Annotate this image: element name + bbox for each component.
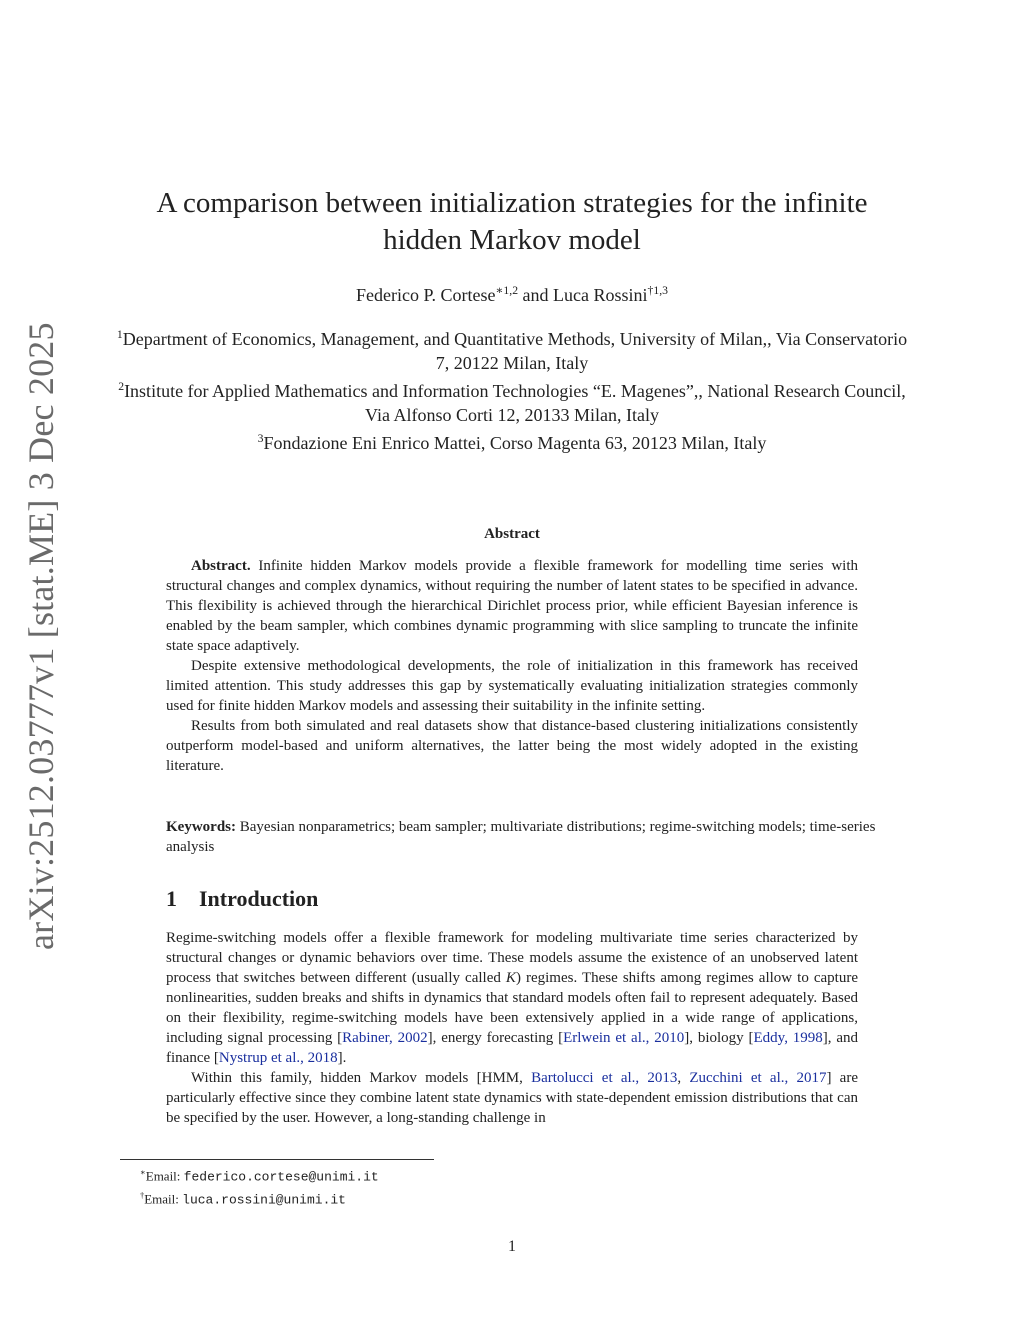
keywords-label: Keywords: <box>166 819 236 835</box>
affiliation-mark: 2 <box>118 380 125 393</box>
intro-paragraph: Within this family, hidden Markov models [HMM, Bartolucci et al., 2013, Zucchini et al., 2017] are particularly effective since they combine latent state dynamics with state-dependent emission distributions that can be specified by the user. However, a long-standing challenge in <box>166 1070 858 1126</box>
text-run: ) regimes. These shifts among regimes allow to capture nonlinearities, sudden breaks and shifts in dynamics that standard models often fail to represent adequately. Based on their flexibility, regime-switching models have been extensively applied in a wide range of applications, including signal processing [ <box>166 970 859 1046</box>
footnote-rule <box>120 1159 434 1160</box>
abstract-heading: Abstract <box>484 526 540 542</box>
abstract-paragraph: Despite extensive methodological developments, the role of initialization in this framework has received limited attention. This study addresses this gap by systematically evaluating initialization strategies commonly used for finite hidden Markov models and assessing their suitability in the infinite setting. <box>166 658 858 714</box>
citation-link[interactable]: Erlwein et al., 2010 <box>563 1030 685 1046</box>
abstract-body <box>166 556 858 776</box>
email-link[interactable]: luca.rossini@unimi.it <box>182 1192 346 1208</box>
footnotes <box>140 1163 740 1210</box>
footnote-mark: ∗ <box>140 1167 146 1177</box>
affiliation-mark: 3 <box>257 432 264 445</box>
abstract-text: Infinite hidden Markov models provide a flexible framework for modelling time series with structural changes and complex dynamics, without requiring the number of latent states to be specified in advance. This flexibility is achieved through the hierarchical Dirichlet process prior, while efficient Bayesian inference is enabled by the beam sampler, which combines dynamic programming with slice sampling to truncate the infinite state space adaptively. <box>166 558 859 654</box>
section-heading <box>166 886 566 912</box>
paper-title <box>120 185 904 259</box>
affiliation-text: Fondazione Eni Enrico Mattei, Corso Magenta 63, 20123 Milan, Italy <box>263 433 767 453</box>
title-line-1: A comparison between initialization strategies for the infinite <box>156 187 868 219</box>
title-line-2: hidden Markov model <box>383 224 641 256</box>
text-run: ], and finance [ <box>166 1030 859 1066</box>
text-run: Regime-switching models offer a flexible framework for modeling multivariate time series characterized by structural changes or dynamic behaviors over time. These models assume the existence of an unobserved latent process that switches between different (usually called <box>166 930 858 986</box>
footnote <box>140 1186 740 1209</box>
footnote-label: Email: <box>144 1191 183 1207</box>
author-conjunction: and <box>518 285 554 305</box>
abstract-lead: Abstract. <box>191 558 251 574</box>
author-name: Federico P. Cortese <box>356 285 496 305</box>
arxiv-stamp: arXiv:2512.03777v1 [stat.ME] 3 Dec 2025 <box>21 322 61 950</box>
citation-link[interactable]: Zucchini et al., 2017 <box>689 1070 827 1086</box>
text-run: ] are particularly effective since they combine latent state dynamics with state-dependent emission distributions that can be specified by the user. However, a long-standing challenge in <box>166 1070 858 1126</box>
citation-link[interactable]: Rabiner, 2002 <box>342 1030 428 1046</box>
keywords-text: Bayesian nonparametrics; beam sampler; multivariate distributions; regime-switching models; time-series analysis <box>166 819 876 855</box>
abstract-paragraph: Results from both simulated and real datasets show that distance-based clustering initializations consistently outperform model-based and uniform alternatives, the latter being the most widely adopted in the existing literature. <box>166 718 858 774</box>
author-name: Luca Rossini <box>553 285 648 305</box>
affiliation <box>110 427 914 456</box>
math-k: K <box>505 970 516 986</box>
affiliation-text: Institute for Applied Mathematics and Information Technologies “E. Magenes”,, National Research Council, Via Alfonso Corti 12, 20133 Milan, Italy <box>124 381 906 425</box>
footnote <box>140 1163 740 1186</box>
abstract-paragraph <box>166 556 858 656</box>
affiliation <box>110 323 914 375</box>
citation-link[interactable]: Nystrup et al., 2018 <box>218 1050 338 1066</box>
citation-link[interactable]: Eddy, 1998 <box>753 1030 823 1046</box>
text-run: ], biology [ <box>684 1030 754 1046</box>
text-run: ], energy forecasting [ <box>427 1030 564 1046</box>
text-run: Within this family, hidden Markov models [HMM, <box>191 1070 532 1086</box>
page-number: 1 <box>508 1238 516 1255</box>
footnote-label: Email: <box>145 1168 184 1184</box>
section-number: 1 <box>166 886 177 911</box>
text-run: ]. <box>337 1050 347 1066</box>
footnote-mark: † <box>140 1190 145 1201</box>
keywords <box>166 817 878 857</box>
email-link[interactable]: federico.cortese@unimi.it <box>183 1169 379 1185</box>
affiliations <box>110 323 914 456</box>
author-marks: †1,3 <box>647 284 668 297</box>
affiliation-mark: 1 <box>116 328 123 341</box>
section-title: Introduction <box>199 886 319 911</box>
author-list <box>120 283 904 306</box>
intro-paragraph <box>166 928 858 1068</box>
intro-body <box>166 928 858 1128</box>
citation-link[interactable]: Bartolucci et al., 2013 <box>531 1070 678 1086</box>
affiliation-text: Department of Economics, Management, and Quantitative Methods, University of Milan,, Via Conservatorio 7, 20122 Milan, Italy <box>122 329 908 373</box>
author-marks: ∗1,2 <box>495 284 519 297</box>
affiliation <box>110 375 914 427</box>
